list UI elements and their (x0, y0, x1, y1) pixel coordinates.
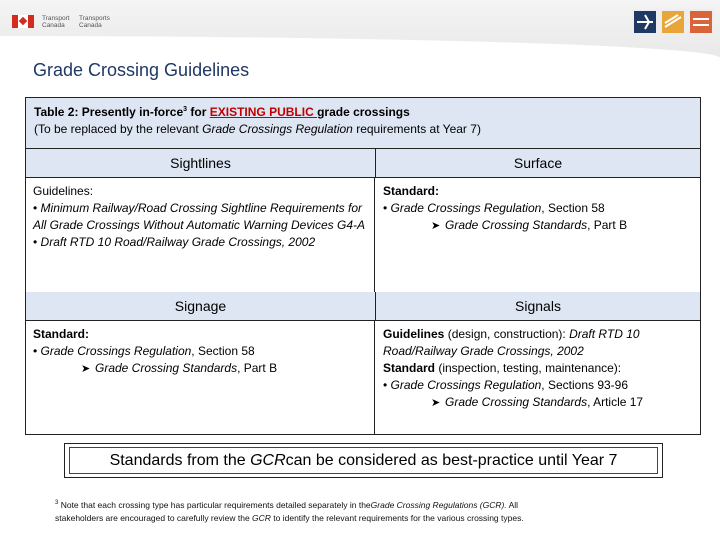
slide-title: Grade Crossing Guidelines (33, 60, 250, 80)
list-item: • Grade Crossings Regulation, Section 58 (33, 344, 255, 358)
org-name-english: Transport Canada (42, 15, 70, 29)
canada-flag-icon (12, 15, 34, 28)
footnote: $^3$ Note that each crossing type has particular requirements detailed separately in theGrade Crossing Regulations (GCR). All stakeholders are encouraged to carefully review the GCR to identify the relevant requirements for the various crossing types. (55, 499, 524, 523)
list-item: • Minimum Railway/Road Crossing Sightline Requirements for All Grade Crossings Without Automatic Warning Devices G4-A (33, 201, 366, 232)
org-name-french: Transports Canada (79, 15, 110, 29)
existing-public-highlight: EXISTING PUBLIC (209, 105, 318, 119)
list-item: • Grade Crossings Regulation, Section 58 (383, 201, 605, 215)
list-item: • Grade Crossings Regulation, Sections 93-96 (383, 378, 629, 392)
arrow-bullet-icon: ➤ (81, 363, 91, 375)
table-caption-line2: (To be replaced by the relevant Grade Crossings Regulation requirements at Year 7) (34, 122, 481, 136)
signals-cell: Guidelines (design, construction): Draft RTD 10 Road/Railway Grade Crossings, 2002 Standard (inspection, testing, maintenance): • Grade Crossings Regulation, Sections 93-96 ➤ Grade Crossing Standards, Article 17 (376, 321, 700, 434)
sub-list-item: ➤ Grade Crossing Standards, Part B (383, 217, 693, 235)
sightlines-heading: Sightlines (26, 149, 376, 178)
surface-cell: Standard: • Grade Crossings Regulation, Section 58 ➤ Grade Crossing Standards, Part B (376, 178, 700, 292)
header-band (0, 0, 720, 58)
best-practice-banner: Standards from the GCR can be considered as best-practice until Year 7 (64, 443, 663, 478)
sub-list-item: ➤ Grade Crossing Standards, Article 17 (383, 394, 693, 412)
table-caption (26, 98, 700, 149)
sub-list-item: ➤ Grade Crossing Standards, Part B (33, 360, 367, 378)
list-item: • Draft RTD 10 Road/Railway Grade Crossings, 2002 (33, 235, 316, 249)
table-caption-line1: Table 2: Presently in-force$^3$ for EXISTING PUBLIC grade crossings (34, 105, 410, 119)
header-curve (0, 36, 720, 58)
signage-heading: Signage (26, 292, 376, 321)
guidelines-table (25, 97, 701, 435)
sightlines-cell: Guidelines: • Minimum Railway/Road Crossing Sightline Requirements for All Grade Crossings Without Automatic Warning Devices G4-A • Draft RTD 10 Road/Railway Grade Crossings, 2002 (26, 178, 375, 292)
signals-heading: Signals (376, 292, 700, 321)
signage-cell: Standard: • Grade Crossings Regulation, Section 58 ➤ Grade Crossing Standards, Part B (26, 321, 375, 434)
arrow-bullet-icon: ➤ (431, 397, 441, 409)
transport-modes-logo-icon (632, 9, 714, 35)
arrow-bullet-icon: ➤ (431, 220, 441, 232)
surface-heading: Surface (376, 149, 700, 178)
